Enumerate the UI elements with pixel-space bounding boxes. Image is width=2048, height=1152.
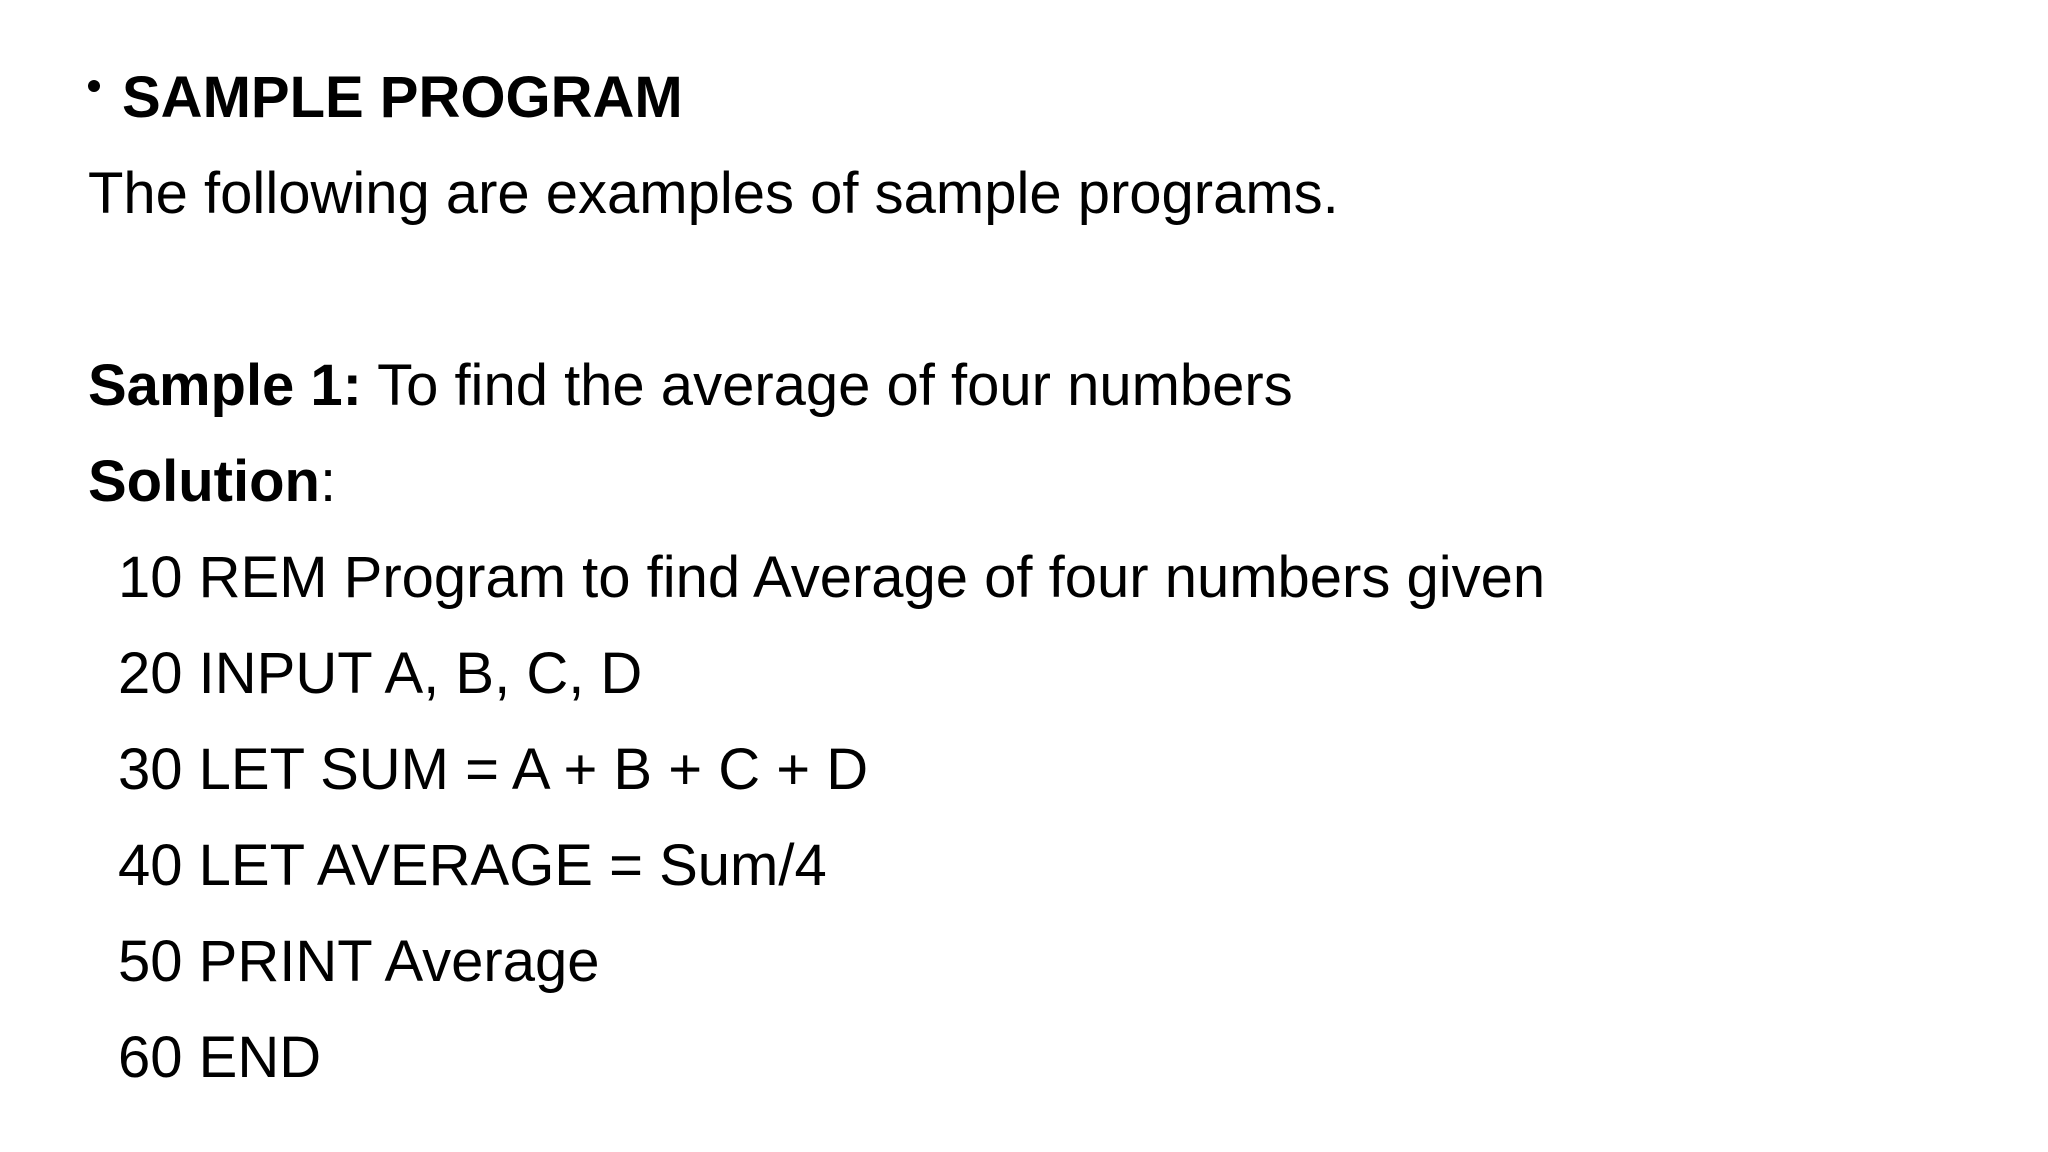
heading — [88, 62, 683, 134]
code-line: 50 PRINT Average — [118, 929, 600, 994]
code-line: 20 INPUT A, B, C, D — [118, 641, 643, 706]
solution-label: Solution — [88, 449, 320, 514]
code-line: 10 REM Program to find Average of four numbers given — [118, 545, 1546, 610]
intro-text: The following are examples of sample programs. — [88, 161, 1339, 226]
heading-text: SAMPLE PROGRAM — [122, 65, 683, 130]
code-line: 60 END — [118, 1025, 322, 1090]
sample-label: Sample 1: — [88, 353, 362, 418]
solution-suffix: : — [319, 449, 337, 514]
code-line: 30 LET SUM = A + B + C + D — [118, 737, 869, 802]
sample-description: To find the average of four numbers — [362, 353, 1293, 418]
bullet-icon — [88, 80, 100, 92]
sample-line — [88, 350, 1293, 422]
code-line: 40 LET AVERAGE = Sum/4 — [118, 833, 827, 898]
solution-line — [88, 446, 336, 518]
